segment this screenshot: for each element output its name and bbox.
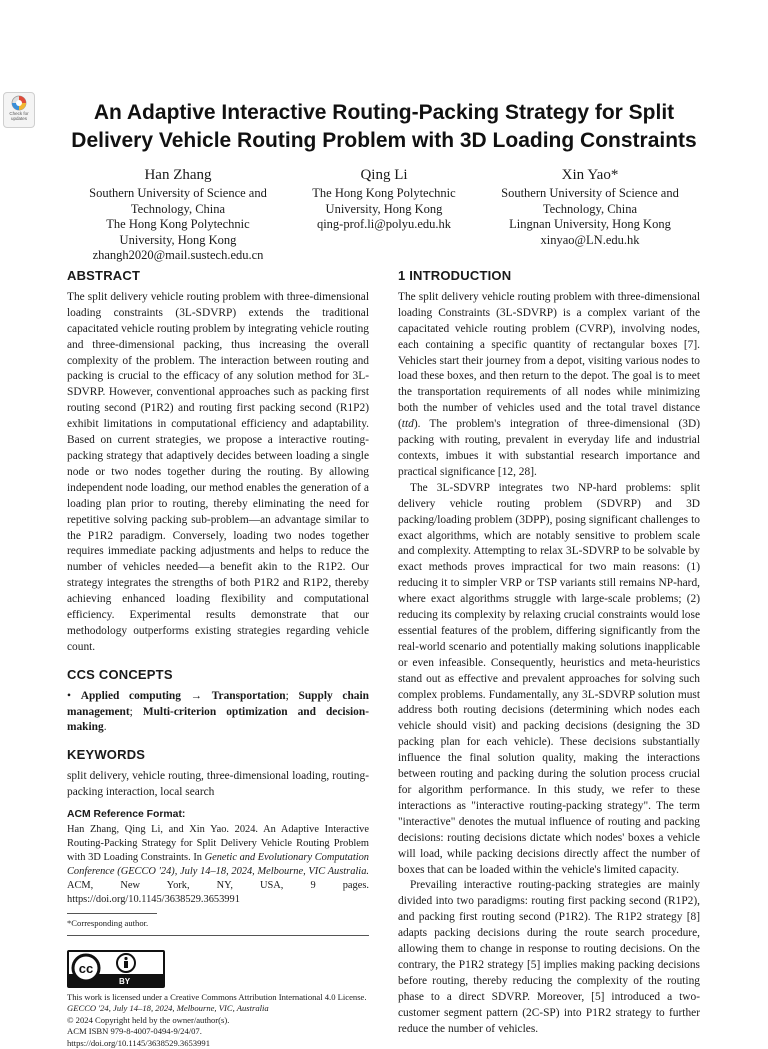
author-affiliation: Lingnan University, Hong Kong <box>509 217 671 232</box>
acm-ref-part: Han Zhang, Qing Li, and Xin Yao. 2024. An Adaptive Interactive Routing-Packing Strategy for Split Delivery Vehicle Routing Problem with 3D Loading Constraints. In <box>67 824 369 863</box>
author-name: Qing Li <box>360 167 408 183</box>
author-affiliation: Technology, China <box>542 201 638 216</box>
ccs-separator: ; <box>129 705 143 718</box>
intro-italic: ttd <box>401 418 414 431</box>
author-affiliation: University, Hong Kong <box>119 232 237 247</box>
license-line: ACM ISBN 979-8-4007-0494-9/24/07. <box>67 1026 202 1037</box>
svg-text:cc: cc <box>78 961 94 976</box>
license-line: © 2024 Copyright held by the owner/author(s). <box>67 1014 230 1025</box>
author-block-2 <box>269 166 499 233</box>
license-venue: GECCO '24, July 14–18, 2024, Melbourne, VIC, Australia <box>67 1003 269 1014</box>
footnote-rule <box>67 913 157 914</box>
license-text <box>67 992 369 1049</box>
creative-commons-icon <box>69 952 163 986</box>
author-affiliation: Southern University of Science and <box>89 186 267 200</box>
acm-ref-heading: ACM Reference Format: <box>67 809 186 821</box>
intro-paragraph-2: The 3L-SDVRP integrates two NP-hard problems: split delivery vehicle routing problem (SDVRP) and 3D packing/loading problem (3DPP), posing significant challenges to exact algorithms, which are notably sensitive to problem scale and complexity. Attempting to relax 3L-SDVRP to be solvable by exact methods proves impractical for two main reasons: (1) reducing it to simpler VRP or TSP variants still remains NP-hard, where exact algorithms struggle with large-scale problems; (2) reducing its complexity by relaxing crucial constraints would lose essential features of the problem, differing significantly from the real-world scenario and potentially making solutions inapplicable or even infeasible. Consequently, heuristics and meta-heuristics stand out as effective and prevalent approaches for solving such complex problems. Fundamentally, any 3L-SDVRP solution must address both routing decisions (determining which nodes each vehicle should visit) and packing decisions (designing the 3D packing plan for each vehicle). These decisions substantially influence the final solution quality, making the interactions between routing and packing during the solution process crucial for algorithm performance. In this study, we refer to these interactions as "interactive routing-packing strategy". The term "interactive" denotes the mutual influence of routing and packing decisions: routing decisions dictate which nodes' boxes a vehicle will load, while packing decisions directly affect the number of boxes that can be loaded within the vehicle's limited capacity. <box>398 481 700 876</box>
left-column <box>67 268 369 1049</box>
author-email: zhangh2020@mail.sustech.edu.cn <box>92 248 264 263</box>
acm-ref-venue: Genetic and Evolutionary Computation Conference (GECCO '24), July 14–18, 2024, Melbourne, VIC Australia. <box>67 852 369 877</box>
license-doi-link[interactable]: https://doi.org/10.1145/3638529.3653991 <box>67 1037 210 1048</box>
acm-ref-text <box>67 823 369 907</box>
intro-paragraph-1 <box>398 290 700 481</box>
introduction-heading: 1 INTRODUCTION <box>398 268 512 283</box>
author-affiliation: Technology, China <box>130 201 226 216</box>
license-rule <box>67 935 369 936</box>
ccs-arrow: → <box>190 689 203 702</box>
keywords-heading: KEYWORDS <box>67 747 146 763</box>
author-name: Han Zhang <box>144 167 212 183</box>
badge-label-2: updates <box>10 116 27 121</box>
ccs-text <box>67 689 369 737</box>
keywords-text: split delivery, vehicle routing, three-dimensional loading, routing-packing interaction, local search <box>67 770 369 799</box>
ccs-separator: ; <box>285 689 299 702</box>
intro-text: ). The problem's integration of three-dimensional (3D) packing with routing, prevalent in everyday life and industrial contexts, imbues it with substantial research importance and practical significance [12, 28]. <box>398 418 700 478</box>
author-email: xinyao@LN.edu.hk <box>540 232 640 247</box>
right-column <box>398 268 700 1038</box>
ccs-term: Transportation <box>211 689 286 702</box>
intro-text: The split delivery vehicle routing problem with three-dimensional loading Constraints (3L-SDVRP) is a complex variant of the capacitated vehicle routing problem (CVRP), involving nodes, each containing a specific quantity of rectangular boxes [7]. Vehicles start their journey from a depot, visiting various nodes to load these boxes, and then return to the depot. The goal is to meet the transportation requirements of all nodes while minimizing both the number of vehicles used and the total travel distance ( <box>398 290 700 431</box>
ccs-term: Supply chain management <box>67 689 369 718</box>
abstract-text: The split delivery vehicle routing problem with three-dimensional loading constraints (3L-SDVRP) extends the traditional capacitated vehicle routing problem by integrating vehicle routing and three-dimensional packing, thus increasing the overall complexity of the problem. The interaction between routing and packing is crucial to the efficacy of any solution method for 3L-SDVRP. However, conventional approaches such as packing first routing second (P1R2) and routing first packing second (R1P2) exhibit limitations in computational efficiency and adaptability. Based on current strategies, we propose a interactive routing-packing strategy that adaptively decides between loading a single node or two nodes together during the routing. By allowing independent node loading, our method enables the generation of a loading plan prior to routing, thereby eliminating the need for repetitive solving packing sub-problem—an advantage similar to the P1R2 paradigm. Conversely, loading two nodes together requires immediate packing adjustments and helps to reduce the number of vehicles needed—a benefit akin to the R1P2. Our strategy integrates the strengths of both P1R2 and R1P2, thereby achieving enhanced loading flexibility and computational efficiency. Experimental results demonstrate that our methodology outperforms existing strategies regarding vehicle count. <box>67 290 369 653</box>
paper-title: An Adaptive Interactive Routing-Packing Strategy for Split Delivery Vehicle Routing Problem with 3D Loading Constraints <box>71 101 697 152</box>
license-line: This work is licensed under a Creative Commons Attribution International 4.0 License. <box>67 992 367 1002</box>
check-for-updates-badge[interactable] <box>3 92 35 128</box>
author-email: qing-prof.li@polyu.edu.hk <box>316 217 452 232</box>
ccs-heading: CCS CONCEPTS <box>67 666 173 682</box>
author-block-1 <box>63 166 293 264</box>
ccs-bullet: • <box>67 689 71 702</box>
intro-paragraph-3: Prevailing interactive routing-packing strategies are mainly divided into two paradigms: routing first packing second (R1P2), and packing first routing second (P1R2). The R1P2 strategy [8] adapts packing decisions during the route search procedure, allowing them to change in response to routing decisions. On the contrary, the P1R2 strategy [5] implies making packing decisions before routing, thereby reducing the complexity of the routing phase to a direct SDVRP. Moreover, [5] introduced a two-customer segment pattern (2C-SP) into P1R2 strategy to further reduce the number of vehicles. <box>398 879 700 1035</box>
ccs-end: . <box>103 721 107 734</box>
crossmark-icon <box>11 95 27 111</box>
cc-by-label: BY <box>119 977 131 986</box>
ccs-term: Applied computing <box>80 689 181 702</box>
footnote: *Corresponding author. <box>67 918 149 928</box>
cc-by-logo[interactable] <box>67 950 165 988</box>
author-affiliation: Southern University of Science and <box>501 186 679 200</box>
author-block-3 <box>475 166 705 248</box>
abstract-heading: ABSTRACT <box>67 268 141 283</box>
author-affiliation: The Hong Kong Polytechnic <box>312 186 456 200</box>
badge-label-1: Check for <box>9 111 29 116</box>
ccs-term: Multi-criterion optimization and decision-making <box>67 705 370 734</box>
acm-ref-part: ACM, New York, NY, USA, 9 pages. https://doi.org/10.1145/3638529.3653991 <box>67 880 369 905</box>
author-affiliation: University, Hong Kong <box>325 201 443 216</box>
author-affiliation: The Hong Kong Polytechnic <box>106 217 250 232</box>
author-name: Xin Yao* <box>561 167 619 183</box>
